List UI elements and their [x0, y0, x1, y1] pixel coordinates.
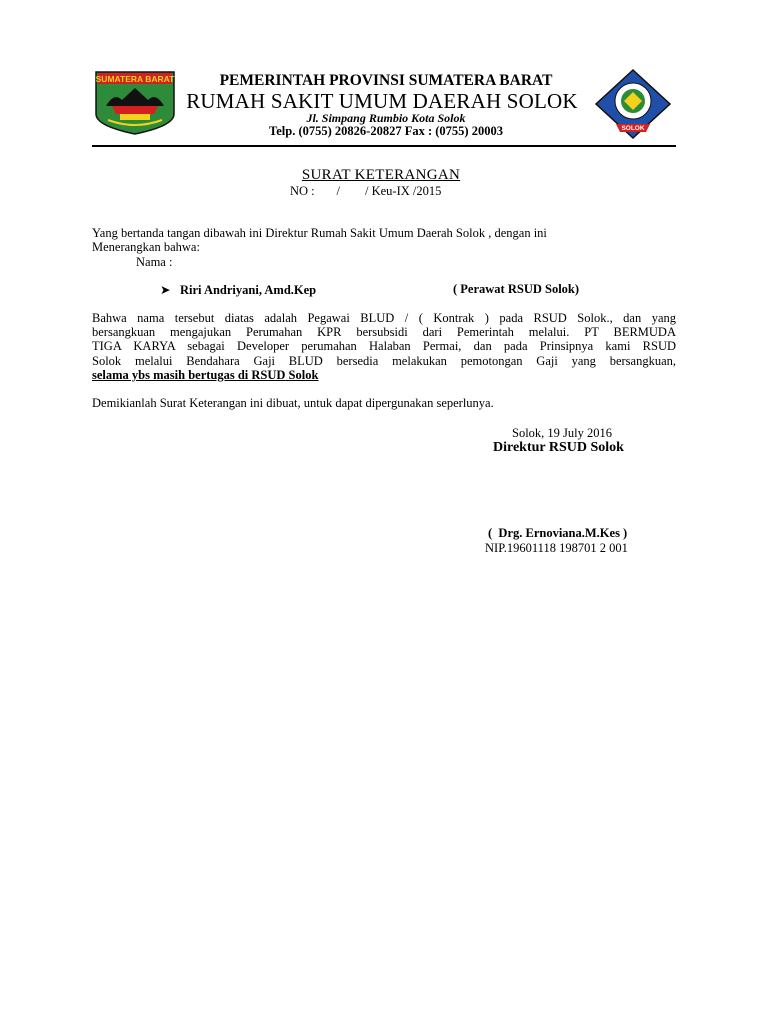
- employee-position: ( Perawat RSUD Solok): [453, 282, 580, 296]
- intro-line-2: Menerangkan bahwa:: [92, 240, 200, 254]
- paragraph-emphasis: selama ybs masih bertugas di RSUD Solok: [92, 367, 319, 382]
- document-number: NO : / / Keu-IX /2015: [290, 184, 442, 198]
- right-logo-label: SOLOK: [621, 125, 645, 132]
- paragraph-line: bersangkuan mengajukan Perumahan KPR bersubsidi dari Pemerintah melalui. PT BERMUDA: [92, 325, 676, 340]
- employee-name: Riri Andriyani, Amd.Kep: [180, 283, 317, 297]
- left-logo-label: SUMATERA BARAT: [95, 74, 175, 84]
- province-line: PEMERINTAH PROVINSI SUMATERA BARAT: [219, 72, 553, 89]
- signer-name: ( Drg. Ernoviana.M.Kes ): [488, 526, 628, 540]
- letterhead-divider: [92, 145, 676, 147]
- closing-statement: Demikianlah Surat Keterangan ini dibuat, untuk dapat dipergunakan seperlunya.: [92, 396, 494, 410]
- signature-place-date: Solok, 19 July 2016: [512, 426, 613, 440]
- sumatera-barat-emblem-icon: [92, 70, 178, 136]
- statement-paragraph: [92, 311, 676, 382]
- kota-solok-emblem-icon: [594, 68, 672, 140]
- hospital-address: Jl. Simpang Rumbio Kota Solok: [306, 111, 466, 125]
- intro-line-1: Yang bertanda tangan dibawah ini Direktur Rumah Sakit Umum Daerah Solok , dengan ini: [92, 226, 547, 240]
- hospital-phone: Telp. (0755) 20826-20827 Fax : (0755) 20003: [269, 124, 503, 138]
- nama-label: Nama :: [136, 255, 173, 269]
- employee-entry: [160, 282, 316, 298]
- signer-title: Direktur RSUD Solok: [493, 440, 624, 455]
- paragraph-line: Bahwa nama tersebut diatas adalah Pegawai BLUD / ( Kontrak ) pada RSUD Solok., dan yang: [92, 311, 676, 325]
- paragraph-line: Solok melalui Bendahara Gaji BLUD bersedia melakukan pemotongan Gaji yang bersangkuan,: [92, 353, 676, 368]
- paragraph-line: TIGA KARYA sebagai Developer perumahan Halaban Permai, dan pada Prinsipnya kami RSUD: [92, 339, 676, 354]
- document-title: SURAT KETERANGAN: [301, 167, 461, 183]
- arrow-bullet-icon: ➤: [160, 283, 171, 297]
- signer-nip: NIP.19601118 198701 2 001: [485, 541, 628, 555]
- hospital-name: RUMAH SAKIT UMUM DAERAH SOLOK: [186, 89, 578, 113]
